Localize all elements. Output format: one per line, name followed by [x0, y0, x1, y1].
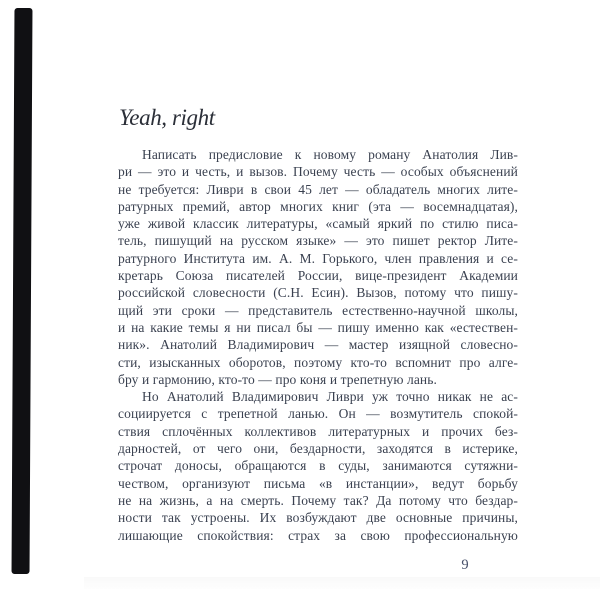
- text-line: ности так устроены. Их возбуждают две основные причины,: [118, 510, 518, 526]
- text-line: ратурных премий, автор многих книг (эта — восемнадцатая),: [118, 198, 518, 214]
- text-line: и на какие темы я ни писал бы — пишу именно как «естествен-: [118, 319, 518, 335]
- text-line: ник». Анатолий Владимирович — мастер изящной словесно-: [118, 337, 518, 353]
- text-line: кретарь Союза писателей России, вице-президент Академии: [118, 268, 518, 284]
- text-line: дарностей, от чего они, бездарности, заходятся в истерике,: [118, 441, 518, 457]
- text-line: строчат доносы, обращаются в суды, занимаются сутяжни-: [118, 458, 518, 474]
- body-text: [118, 146, 518, 544]
- text-line: чеством, организуют письма «в инстанции», ведут борьбу: [118, 475, 518, 491]
- text-line: бру и гармонию, кто-то — про коня и трепетную лань.: [118, 371, 437, 387]
- text-line: ри — это и честь, и вызов. Почему честь — особых объяснений: [118, 164, 518, 180]
- chapter-title: Yeah, right: [119, 105, 215, 130]
- text-line: не на жизнь, а на смерть. Почему так? Да потому что бездар-: [118, 492, 518, 508]
- text-line: щий эти сроки — представитель естественно-научной школы,: [118, 302, 518, 318]
- text-line: не требуется: Ливри в свои 45 лет — обладатель многих лите-: [118, 181, 518, 197]
- text-line: тель, пишущий на русском языке» — это пишет ректор Лите-: [118, 233, 518, 249]
- text-line: социируется с трепетной ланью. Он — возмутитель спокой-: [118, 406, 518, 422]
- paragraph: [118, 388, 518, 544]
- page-number: 9: [461, 557, 469, 573]
- text-line: сти, изысканных оборотов, поэтому кто-то вспомнит про алге-: [118, 354, 518, 370]
- text-line: Написать предисловие к новому роману Анатолия Лив-: [142, 147, 518, 162]
- page-bottom-edge: [84, 577, 600, 589]
- text-line: Но Анатолий Владимирович Ливри уж точно никак не ас-: [142, 389, 518, 405]
- text-line: уже живой классик литературы, «самый яркий по стилю писа-: [118, 216, 518, 232]
- paragraph: [118, 146, 518, 388]
- text-line: лишающие спокойствия: страх за свою профессиональную: [118, 527, 518, 543]
- text-line: ратурного Института им. А. М. Горького, член правления и се-: [118, 250, 518, 266]
- text-line: российской словесности (С.Н. Есин). Вызов, потому что пишу-: [118, 285, 518, 301]
- text-line: ствия сплочённых коллективов литературных и прочих без-: [118, 423, 518, 439]
- book-cover-edge: [12, 8, 33, 574]
